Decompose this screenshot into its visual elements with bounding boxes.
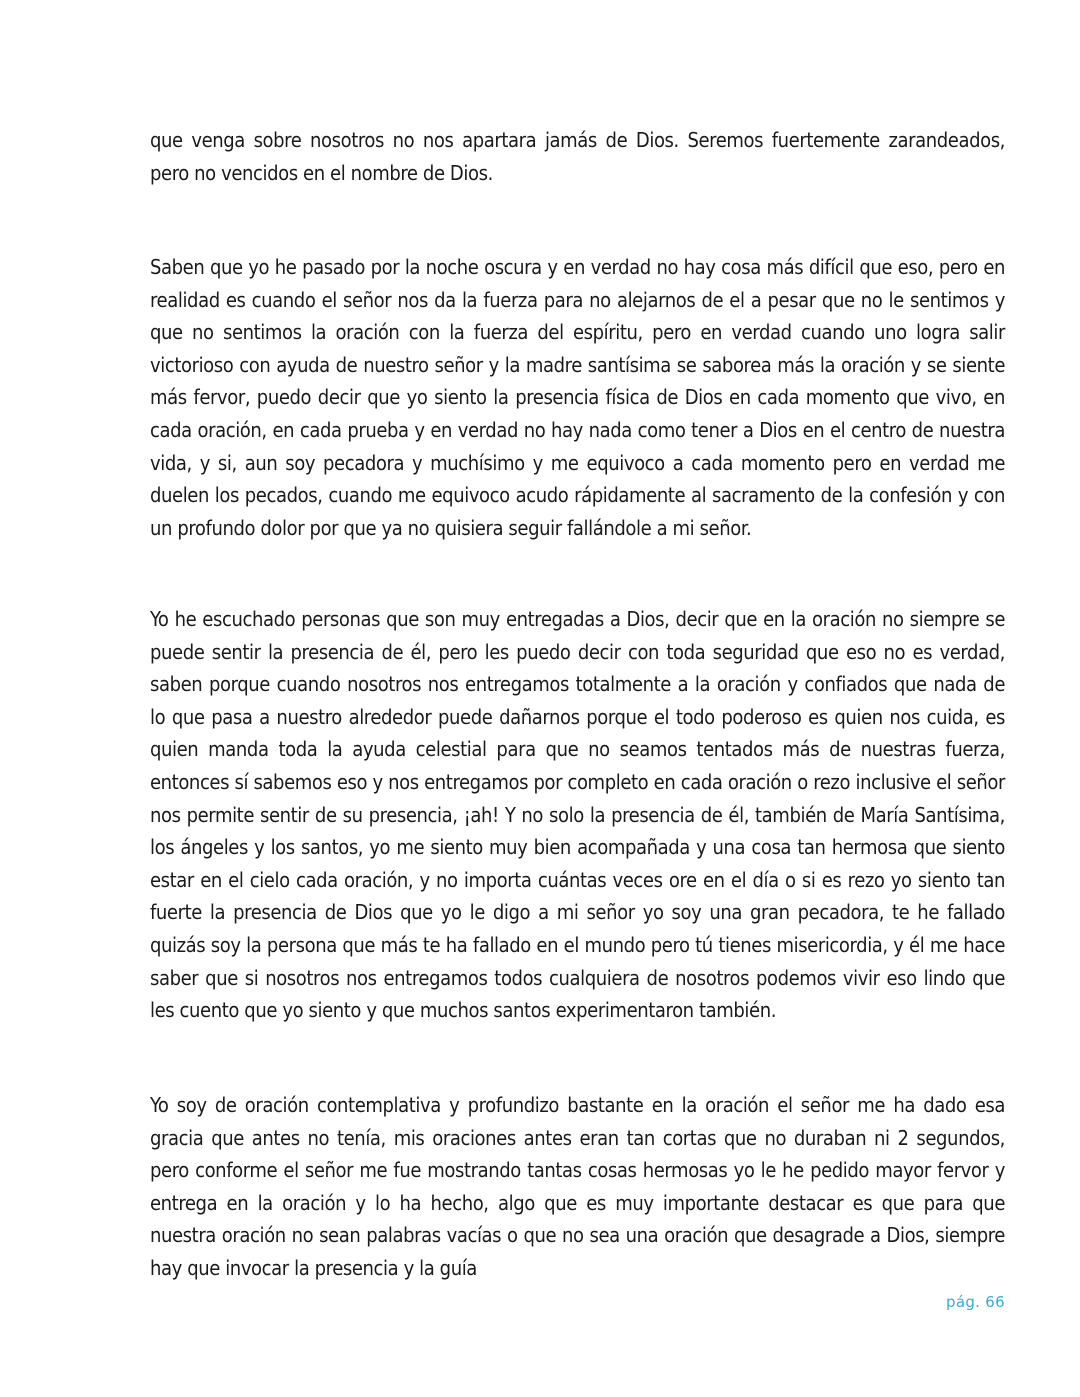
paragraph-2: Saben que yo he pasado por la noche oscura y en verdad no hay cosa más difícil que eso, pero en realidad es cuando el señor nos da la fuerza para no alejarnos de el a pesar que no le sentimos y que no sentimos la oración con la fuerza del espíritu, pero en verdad cuando uno logra salir victorioso con ayuda de nuestro señor y la madre santísima se saborea más la oración y se siente más fervor, puedo decir que yo siento la presencia física de Dios en cada momento que vivo, en cada oración, en cada prueba y en verdad no hay nada como tener a Dios en el centro de nuestra vida, y si, aun soy pecadora y muchísimo y me equivoco a cada momento pero en verdad me duelen los pecados, cuando me equivoco acudo rápidamente al sacramento de la confesión y con un profundo dolor por que ya no quisiera seguir fallándole a mi señor. xyxy=(150,255,1005,540)
page-number: pág. 66 xyxy=(946,1293,1005,1311)
paragraph-4: Yo soy de oración contemplativa y profundizo bastante en la oración el señor me ha dado esa gracia que antes no tenía, mis oraciones antes eran tan cortas que no duraban ni 2 segundos, pero conforme el señor me fue mostrando tantas cosas hermosas yo le he pedido mayor fervor y entrega en la oración y lo ha hecho, algo que es muy importante destacar es que para que nuestra oración no sean palabras vacías o que no sea una oración que desagrade a Dios, siempre hay que invocar la presencia y la guía xyxy=(150,1093,1005,1280)
paragraph-3: Yo he escuchado personas que son muy entregadas a Dios, decir que en la oración no siempre se puede sentir la presencia de él, pero les puedo decir con toda seguridad que eso no es verdad, saben porque cuando nosotros nos entregamos totalmente a la oración y confiados que nada de lo que pasa a nuestro alrededor puede dañarnos porque el todo poderoso es quien nos cuida, es quien manda toda la ayuda celestial para que no seamos tentados más de nuestras fuerza, entonces sí sabemos eso y nos entregamos por completo en cada oración o rezo inclusive el señor nos permite sentir de su presencia, ¡ah! Y no solo la presencia de él, también de María Santísima, los ángeles y los santos, yo me siento muy bien acompañada y una cosa tan hermosa que siento estar en el cielo cada oración, y no importa cuántas veces ore en el día o si es rezo yo siento tan fuerte la presencia de Dios que yo le digo a mi señor yo soy una gran pecadora, te he fallado quizás soy la persona que más te ha fallado en el mundo pero tú tienes misericordia, y él me hace saber que si nosotros nos entregamos todos cualquiera de nosotros podemos vivir eso lindo que les cuento que yo siento y que muchos santos experimentaron también. xyxy=(150,607,1005,1023)
paragraph-1: que venga sobre nosotros no nos apartara jamás de Dios. Seremos fuertemente zarandeados, pero no vencidos en el nombre de Dios. xyxy=(150,128,1005,185)
